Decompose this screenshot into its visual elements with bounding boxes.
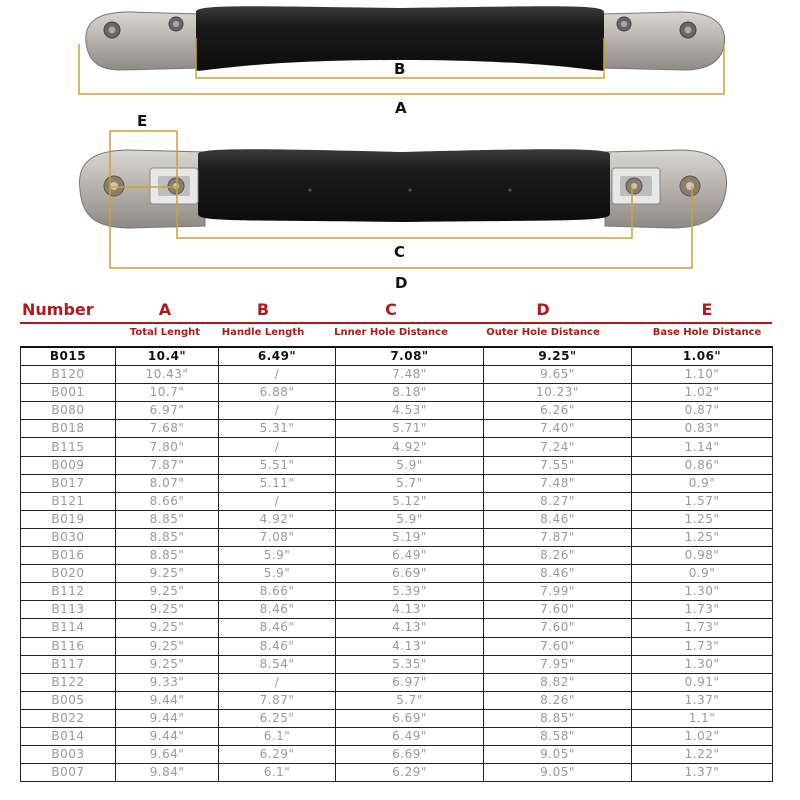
cell-handle-length: 4.92" [219, 510, 336, 528]
table-row [21, 366, 773, 384]
cell-number: B022 [21, 709, 116, 727]
header-a-sub: Total Lenght [129, 327, 201, 338]
table-row [21, 565, 773, 583]
cell-outer-hole-distance: 7.48" [484, 474, 632, 492]
cell-handle-length: 5.31" [219, 420, 336, 438]
cell-total-length: 9.25" [116, 619, 219, 637]
cell-outer-hole-distance: 7.24" [484, 438, 632, 456]
table-row [21, 601, 773, 619]
header-b-letter: B [256, 300, 270, 319]
cell-base-hole-distance: 1.73" [632, 637, 773, 655]
table-row [21, 691, 773, 709]
cell-outer-hole-distance: 7.55" [484, 456, 632, 474]
cell-inner-hole-distance: 6.69" [336, 746, 484, 764]
cell-handle-length: / [219, 402, 336, 420]
cell-inner-hole-distance: 5.9" [336, 510, 484, 528]
cell-total-length: 8.85" [116, 528, 219, 546]
cell-inner-hole-distance: 6.49" [336, 727, 484, 745]
table-row [21, 619, 773, 637]
table-row [21, 673, 773, 691]
cell-number: B003 [21, 746, 116, 764]
cell-inner-hole-distance: 4.13" [336, 637, 484, 655]
cell-total-length: 9.33" [116, 673, 219, 691]
cell-number: B007 [21, 764, 116, 782]
cell-outer-hole-distance: 9.65" [484, 366, 632, 384]
cell-handle-length: 6.25" [219, 709, 336, 727]
cell-inner-hole-distance: 4.92" [336, 438, 484, 456]
header-b-sub: Handle Length [221, 327, 305, 338]
table-row [21, 655, 773, 673]
cell-inner-hole-distance: 8.18" [336, 384, 484, 402]
cell-number: B113 [21, 601, 116, 619]
cell-outer-hole-distance: 7.40" [484, 420, 632, 438]
cell-number: B080 [21, 402, 116, 420]
cell-number: B120 [21, 366, 116, 384]
cell-inner-hole-distance: 5.39" [336, 583, 484, 601]
cell-number: B016 [21, 547, 116, 565]
cell-outer-hole-distance: 10.23" [484, 384, 632, 402]
header-d-sub: Outer Hole Distance [486, 327, 600, 338]
table-row [21, 583, 773, 601]
cell-total-length: 9.25" [116, 655, 219, 673]
table-row [21, 456, 773, 474]
cell-total-length: 9.84" [116, 764, 219, 782]
cell-base-hole-distance: 0.86" [632, 456, 773, 474]
cell-outer-hole-distance: 8.85" [484, 709, 632, 727]
cell-number: B015 [21, 347, 116, 366]
dimension-b-label: B [394, 60, 406, 78]
cell-base-hole-distance: 1.1" [632, 709, 773, 727]
cell-base-hole-distance: 1.30" [632, 655, 773, 673]
dimension-d-label: D [395, 274, 408, 292]
cell-handle-length: 5.11" [219, 474, 336, 492]
cell-handle-length: 5.9" [219, 547, 336, 565]
cell-number: B017 [21, 474, 116, 492]
cell-outer-hole-distance: 9.25" [484, 347, 632, 366]
cell-base-hole-distance: 0.87" [632, 402, 773, 420]
cell-number: B001 [21, 384, 116, 402]
cell-total-length: 9.25" [116, 601, 219, 619]
cell-handle-length: / [219, 366, 336, 384]
header-e-letter: E [701, 300, 713, 319]
cell-outer-hole-distance: 7.60" [484, 637, 632, 655]
cell-handle-length: 6.1" [219, 727, 336, 745]
table-row [21, 438, 773, 456]
cell-inner-hole-distance: 7.08" [336, 347, 484, 366]
cell-base-hole-distance: 0.91" [632, 673, 773, 691]
cell-base-hole-distance: 1.02" [632, 384, 773, 402]
cell-base-hole-distance: 1.57" [632, 492, 773, 510]
table-row [21, 384, 773, 402]
cell-base-hole-distance: 1.22" [632, 746, 773, 764]
cell-base-hole-distance: 1.37" [632, 764, 773, 782]
table-row [21, 402, 773, 420]
cell-total-length: 9.25" [116, 583, 219, 601]
cell-number: B020 [21, 565, 116, 583]
header-a-letter: A [158, 300, 172, 319]
cell-inner-hole-distance: 6.97" [336, 673, 484, 691]
table-row [21, 637, 773, 655]
cell-base-hole-distance: 1.37" [632, 691, 773, 709]
header-divider [20, 322, 772, 324]
cell-number: B112 [21, 583, 116, 601]
spec-table [20, 346, 773, 782]
cell-total-length: 10.7" [116, 384, 219, 402]
cell-inner-hole-distance: 4.53" [336, 402, 484, 420]
cell-base-hole-distance: 1.25" [632, 528, 773, 546]
cell-base-hole-distance: 1.10" [632, 366, 773, 384]
cell-outer-hole-distance: 9.05" [484, 764, 632, 782]
cell-base-hole-distance: 1.14" [632, 438, 773, 456]
cell-base-hole-distance: 1.73" [632, 601, 773, 619]
cell-handle-length: 5.9" [219, 565, 336, 583]
table-row [21, 547, 773, 565]
cell-outer-hole-distance: 8.82" [484, 673, 632, 691]
cell-outer-hole-distance: 8.46" [484, 565, 632, 583]
cell-handle-length: / [219, 673, 336, 691]
cell-outer-hole-distance: 7.95" [484, 655, 632, 673]
cell-outer-hole-distance: 8.26" [484, 547, 632, 565]
header-c-sub: Lnner Hole Distance [334, 327, 448, 338]
cell-total-length: 9.44" [116, 691, 219, 709]
cell-outer-hole-distance: 8.58" [484, 727, 632, 745]
cell-outer-hole-distance: 7.60" [484, 601, 632, 619]
cell-inner-hole-distance: 6.49" [336, 547, 484, 565]
table-row [21, 347, 773, 366]
cell-number: B014 [21, 727, 116, 745]
cell-inner-hole-distance: 7.48" [336, 366, 484, 384]
table-row [21, 764, 773, 782]
cell-inner-hole-distance: 5.9" [336, 456, 484, 474]
cell-handle-length: 5.51" [219, 456, 336, 474]
cell-inner-hole-distance: 5.12" [336, 492, 484, 510]
dimension-a-label: A [395, 99, 407, 117]
cell-number: B116 [21, 637, 116, 655]
cell-number: B009 [21, 456, 116, 474]
cell-total-length: 9.44" [116, 709, 219, 727]
cell-base-hole-distance: 0.98" [632, 547, 773, 565]
cell-handle-length: 8.46" [219, 619, 336, 637]
cell-base-hole-distance: 0.9" [632, 474, 773, 492]
cell-inner-hole-distance: 5.35" [336, 655, 484, 673]
cell-number: B005 [21, 691, 116, 709]
table-row [21, 474, 773, 492]
cell-outer-hole-distance: 8.27" [484, 492, 632, 510]
cell-base-hole-distance: 1.73" [632, 619, 773, 637]
header-d-letter: D [536, 300, 550, 319]
cell-total-length: 8.85" [116, 510, 219, 528]
table-row [21, 492, 773, 510]
cell-total-length: 9.25" [116, 565, 219, 583]
cell-base-hole-distance: 0.83" [632, 420, 773, 438]
cell-total-length: 9.44" [116, 727, 219, 745]
cell-handle-length: 8.54" [219, 655, 336, 673]
header-c-letter: C [385, 300, 397, 319]
cell-number: B115 [21, 438, 116, 456]
table-row [21, 709, 773, 727]
cell-outer-hole-distance: 7.87" [484, 528, 632, 546]
cell-number: B114 [21, 619, 116, 637]
cell-handle-length: 6.1" [219, 764, 336, 782]
cell-inner-hole-distance: 6.69" [336, 709, 484, 727]
cell-total-length: 6.97" [116, 402, 219, 420]
cell-inner-hole-distance: 4.13" [336, 601, 484, 619]
cell-handle-length: 6.88" [219, 384, 336, 402]
cell-number: B019 [21, 510, 116, 528]
cell-number: B122 [21, 673, 116, 691]
header-number: Number [22, 300, 94, 319]
cell-number: B018 [21, 420, 116, 438]
header-e-sub: Base Hole Distance [652, 327, 762, 338]
cell-outer-hole-distance: 7.60" [484, 619, 632, 637]
table-row [21, 528, 773, 546]
cell-total-length: 8.66" [116, 492, 219, 510]
cell-outer-hole-distance: 9.05" [484, 746, 632, 764]
cell-total-length: 7.87" [116, 456, 219, 474]
cell-total-length: 9.25" [116, 637, 219, 655]
cell-handle-length: / [219, 438, 336, 456]
cell-number: B121 [21, 492, 116, 510]
cell-inner-hole-distance: 5.71" [336, 420, 484, 438]
cell-total-length: 8.85" [116, 547, 219, 565]
cell-base-hole-distance: 1.06" [632, 347, 773, 366]
cell-base-hole-distance: 1.30" [632, 583, 773, 601]
dimension-c-label: C [394, 243, 406, 261]
cell-number: B117 [21, 655, 116, 673]
cell-total-length: 9.64" [116, 746, 219, 764]
cell-number: B030 [21, 528, 116, 546]
table-row [21, 727, 773, 745]
cell-total-length: 10.4" [116, 347, 219, 366]
table-row [21, 510, 773, 528]
cell-total-length: 10.43" [116, 366, 219, 384]
cell-inner-hole-distance: 6.29" [336, 764, 484, 782]
cell-total-length: 7.80" [116, 438, 219, 456]
cell-handle-length: 8.46" [219, 601, 336, 619]
cell-inner-hole-distance: 5.7" [336, 691, 484, 709]
cell-handle-length: 6.29" [219, 746, 336, 764]
cell-handle-length: 8.46" [219, 637, 336, 655]
cell-outer-hole-distance: 6.26" [484, 402, 632, 420]
table-row [21, 746, 773, 764]
table-row [21, 420, 773, 438]
cell-handle-length: 7.08" [219, 528, 336, 546]
cell-inner-hole-distance: 5.7" [336, 474, 484, 492]
cell-total-length: 8.07" [116, 474, 219, 492]
cell-handle-length: 6.49" [219, 347, 336, 366]
cell-inner-hole-distance: 4.13" [336, 619, 484, 637]
cell-outer-hole-distance: 8.26" [484, 691, 632, 709]
cell-total-length: 7.68" [116, 420, 219, 438]
cell-handle-length: 7.87" [219, 691, 336, 709]
cell-inner-hole-distance: 6.69" [336, 565, 484, 583]
cell-outer-hole-distance: 8.46" [484, 510, 632, 528]
top-handle-left-bracket [86, 12, 200, 70]
cell-inner-hole-distance: 5.19" [336, 528, 484, 546]
dimension-e-label: E [137, 112, 148, 130]
bottom-handle-grip [198, 149, 610, 222]
cell-base-hole-distance: 1.25" [632, 510, 773, 528]
cell-base-hole-distance: 0.9" [632, 565, 773, 583]
cell-handle-length: / [219, 492, 336, 510]
cell-base-hole-distance: 1.02" [632, 727, 773, 745]
cell-handle-length: 8.66" [219, 583, 336, 601]
cell-outer-hole-distance: 7.99" [484, 583, 632, 601]
